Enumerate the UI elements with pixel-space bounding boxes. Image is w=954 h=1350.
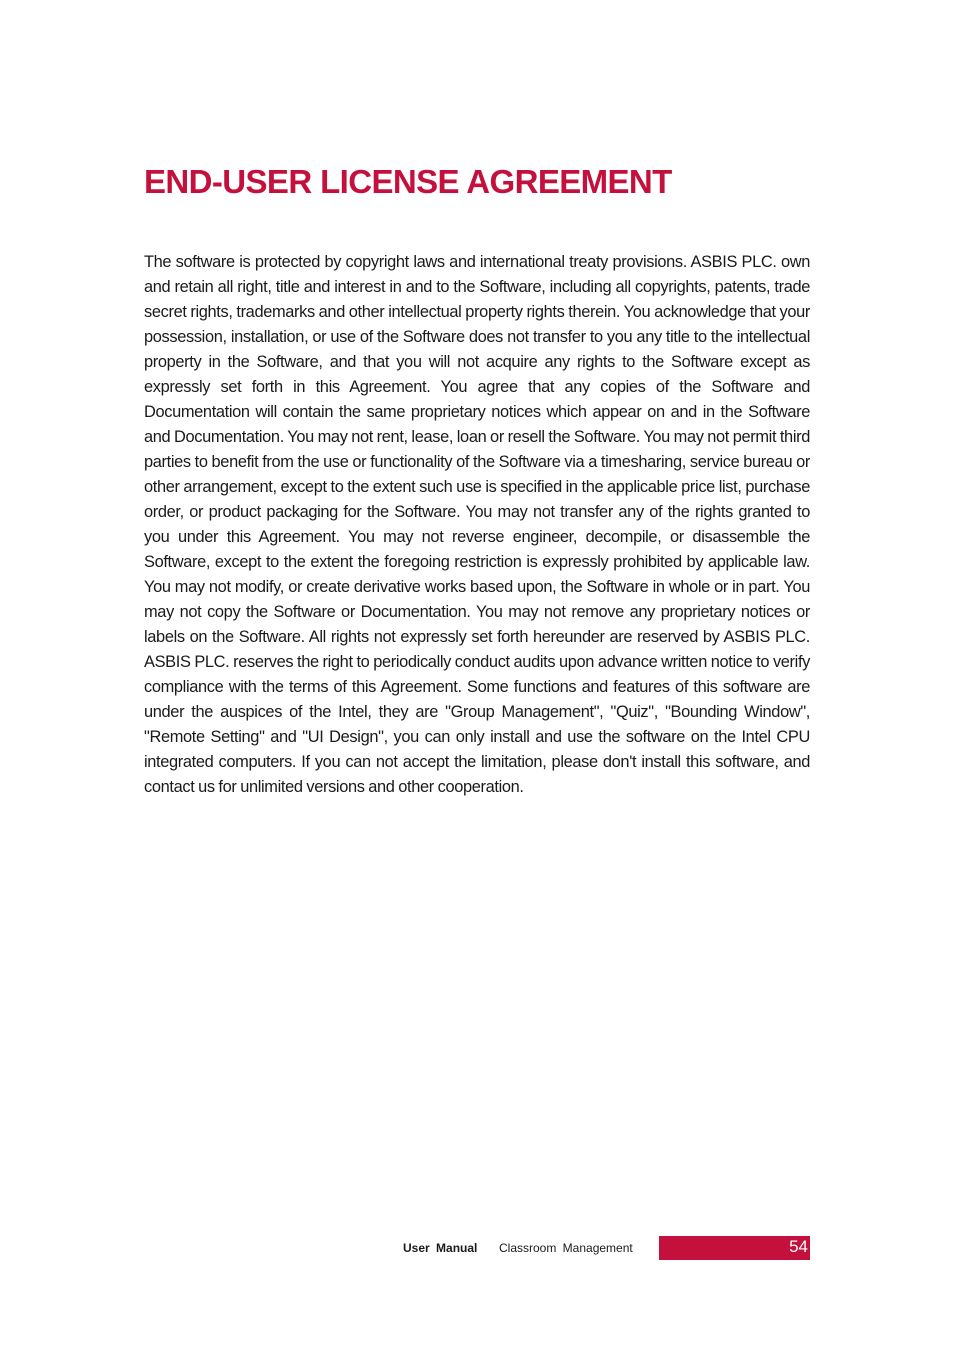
footer-accent-bar (659, 1236, 810, 1260)
footer-manual-label: User Manual (403, 1241, 478, 1255)
license-body-text: The software is protected by copyright laws and international treaty provisions. ASBIS PLC. own and retain all right, title and interest in and to the Software, including all copyrights, patents, trade secret rights, trademarks and other intellectual property rights therein. You acknowledge that your possession, installation, or use of the Software does not transfer to you any title to the intellectual property in the Software, and that you will not acquire any rights to the Software except as expressly set forth in this Agreement. You agree that any copies of the Software and Documentation will contain the same proprietary notices which appear on and in the Software and Documentation. You may not rent, lease, loan or resell the Software. You may not permit third parties to benefit from the use or functionality of the Software via a timesharing, service bureau or other arrangement, except to the extent such use is specified in the applicable price list, purchase order, or product packaging for the Software. You may not transfer any of the rights granted to you under this Agreement. You may not reverse engineer, decompile, or disassemble the Software, except to the extent the foregoing restriction is expressly prohibited by applicable law. You may not modify, or create derivative works based upon, the Software in whole or in part. You may not copy the Software or Documentation. You may not remove any proprietary notices or labels on the Software. All rights not expressly set forth hereunder are reserved by ASBIS PLC. ASBIS PLC. reserves the right to periodically conduct audits upon advance written notice to verify compliance with the terms of this Agreement. Some functions and features of this software are under the auspices of the Intel, they are "Group Management", "Quiz", "Bounding Window", "Remote Setting" and "UI Design", you can only install and use the software on the Intel CPU integrated computers. If you can not accept the limitation, please don't install this software, and contact us for unlimited versions and other cooperation. (144, 253, 810, 796)
page-title: END-USER LICENSE AGREEMENT (144, 163, 672, 200)
footer-product-label: Classroom Management (499, 1241, 633, 1255)
page-number: 54 (789, 1237, 808, 1256)
page-footer (0, 1236, 954, 1260)
